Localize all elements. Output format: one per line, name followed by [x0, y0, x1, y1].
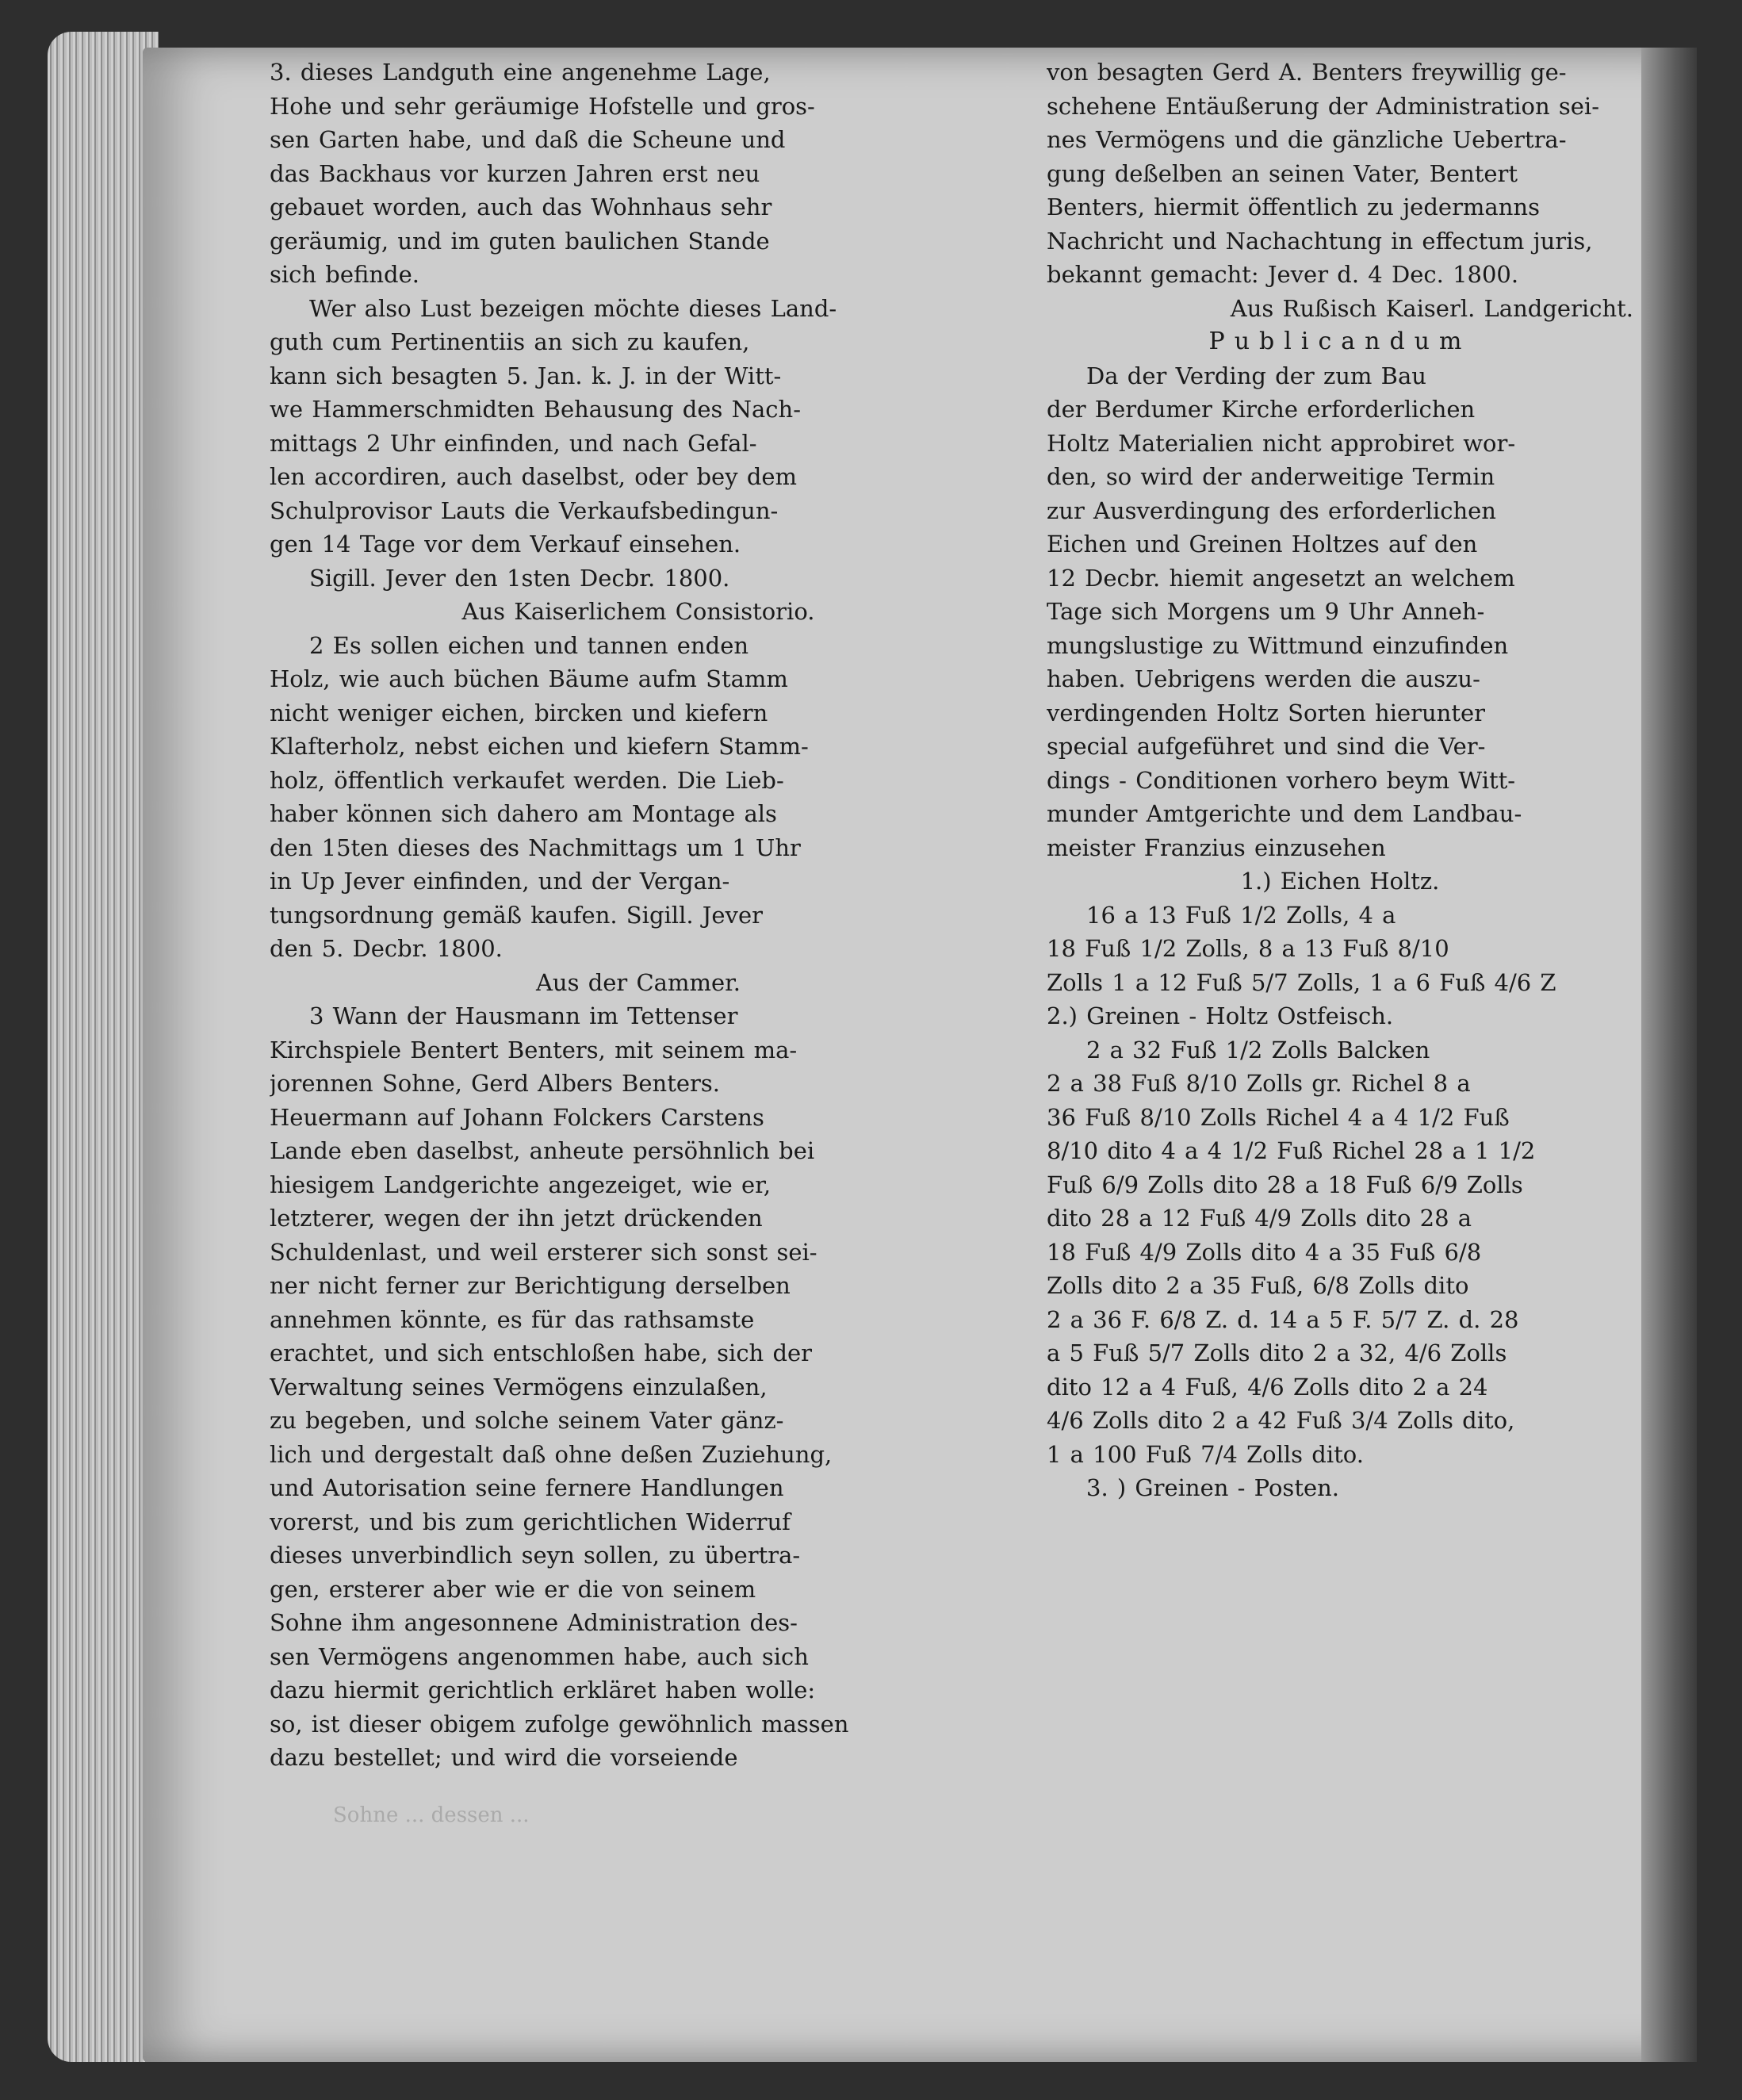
text-line: in Up Jever einfinden, und der Vergan- [270, 868, 730, 895]
left-column-text [270, 56, 1007, 1775]
text-line: nes Vermögens und die gänzliche Uebertra- [1047, 126, 1567, 153]
text-line: Holz, wie auch büchen Bäume aufm Stamm [270, 665, 788, 692]
right-column-text [1047, 56, 1633, 1505]
publicandum-heading: Publicandum [1208, 328, 1472, 355]
text-line: 2 a 32 Fuß 1/2 Zolls Balcken [1086, 1036, 1430, 1063]
right-text-column [1047, 56, 1633, 1505]
text-line: Heuermann auf Johann Folckers Carstens [270, 1103, 764, 1131]
section-heading: 2.) Greinen - Holtz Ostfeisch. [1047, 1002, 1394, 1029]
text-line: 36 Fuß 8/10 Zolls Richel 4 a 4 1/2 Fuß [1047, 1103, 1510, 1131]
text-line: haben. Uebrigens werden die auszu- [1047, 665, 1480, 692]
text-line: Eichen und Greinen Holtzes auf den [1047, 531, 1478, 558]
text-line: Zolls dito 2 a 35 Fuß, 6/8 Zolls dito [1047, 1272, 1469, 1299]
text-line: a 5 Fuß 5/7 Zolls dito 2 a 32, 4/6 Zolls [1047, 1339, 1507, 1366]
text-line: 4/6 Zolls dito 2 a 42 Fuß 3/4 Zolls dito, [1047, 1407, 1515, 1434]
text-line: Verwaltung seines Vermögens einzulaßen, [270, 1373, 768, 1401]
text-line: gen, ersterer aber wie er die von seinem [270, 1575, 756, 1603]
text-line: von besagten Gerd A. Benters freywillig ge- [1047, 59, 1567, 86]
text-line: geräumig, und im guten baulichen Stande [270, 227, 770, 255]
text-line: holz, öffentlich verkaufet werden. Die Lieb- [270, 766, 784, 794]
text-line: Fuß 6/9 Zolls dito 28 a 18 Fuß 6/9 Zolls [1047, 1171, 1523, 1198]
text-line: so, ist dieser obigem zufolge gewöhnlich massen [270, 1710, 849, 1738]
text-line: guth cum Pertinentiis an sich zu kaufen, [270, 328, 750, 355]
text-line: das Backhaus vor kurzen Jahren erst neu [270, 159, 760, 187]
text-line: der Berdumer Kirche erforderlichen [1047, 396, 1476, 423]
text-line: 18 Fuß 4/9 Zolls dito 4 a 35 Fuß 6/8 [1047, 1238, 1482, 1266]
text-line: Nachricht und Nachachtung in effectum juris, [1047, 227, 1593, 255]
section-heading: Aus Rußisch Kaiserl. Landgericht. [1230, 294, 1633, 322]
text-line: vorerst, und bis zum gerichtlichen Widerruf [270, 1508, 791, 1535]
text-line: Wer also Lust bezeigen möchte dieses Land- [309, 294, 837, 322]
text-line: 3 Wann der Hausmann im Tettenser [309, 1002, 738, 1029]
text-line: zu begeben, und solche seinem Vater gänz- [270, 1407, 784, 1434]
text-line: Schuldenlast, und weil ersterer sich sonst sei- [270, 1238, 817, 1266]
text-line: tungsordnung gemäß kaufen. Sigill. Jever [270, 901, 763, 929]
text-line: zur Ausverdingung des erforderlichen [1047, 496, 1496, 524]
section-heading: 3. ) Greinen - Posten. [1086, 1474, 1340, 1501]
text-line: nicht weniger eichen, bircken und kiefern [270, 699, 768, 726]
text-line: gung deßelben an seinen Vater, Bentert [1047, 159, 1518, 187]
text-line: sen Garten habe, und daß die Scheune und [270, 126, 786, 153]
text-line: Da der Verding der zum Bau [1086, 362, 1426, 389]
text-line: Benters, hiermit öffentlich zu jedermanns [1047, 194, 1540, 220]
text-line: dings - Conditionen vorhero beym Witt- [1047, 766, 1516, 794]
text-line: dito 12 a 4 Fuß, 4/6 Zolls dito 2 a 24 [1047, 1373, 1488, 1401]
text-line: den 5. Decbr. 1800. [270, 935, 503, 962]
text-line: haber können sich dahero am Montage als [270, 800, 777, 827]
text-line: dazu bestellet; und wird die vorseiende [270, 1744, 738, 1771]
text-line: Holtz Materialien nicht approbiret wor- [1047, 429, 1516, 457]
text-line: 18 Fuß 1/2 Zolls, 8 a 13 Fuß 8/10 [1047, 935, 1449, 962]
text-line: erachtet, und sich entschloßen habe, sich der [270, 1339, 813, 1366]
show-through-text: Sohne ... dessen ... [333, 1803, 530, 1827]
text-line: mungslustige zu Wittmund einzufinden [1047, 631, 1509, 659]
text-line: dieses unverbindlich seyn sollen, zu übertra- [270, 1542, 801, 1569]
text-line: 3. dieses Landguth eine angenehme Lage, [270, 59, 771, 86]
text-line: 16 a 13 Fuß 1/2 Zolls, 4 a [1086, 901, 1396, 929]
text-line: 2 Es sollen eichen und tannen enden [309, 631, 749, 659]
left-text-column [270, 56, 1007, 1775]
text-line: dito 28 a 12 Fuß 4/9 Zolls dito 28 a [1047, 1205, 1472, 1232]
text-line: gen 14 Tage vor dem Verkauf einsehen. [270, 531, 741, 558]
text-line: jorennen Sohne, Gerd Albers Benters. [270, 1070, 720, 1097]
text-line: Klafterholz, nebst eichen und kiefern Stamm- [270, 733, 809, 760]
text-line: dazu hiermit gerichtlich erkläret haben wolle: [270, 1677, 816, 1703]
text-line: hiesigem Landgerichte angezeiget, wie er, [270, 1171, 771, 1198]
text-line: meister Franzius einzusehen [1047, 833, 1386, 861]
text-line: schehene Entäußerung der Administration sei- [1047, 92, 1599, 120]
book-gutter [1641, 48, 1697, 2062]
text-line: ner nicht ferner zur Berichtigung derselben [270, 1272, 791, 1299]
text-line: lich und dergestalt daß ohne deßen Zuziehung, [270, 1440, 833, 1468]
text-line: Sigill. Jever den 1sten Decbr. 1800. [309, 564, 730, 592]
text-line: gebauet worden, auch das Wohnhaus sehr [270, 194, 772, 220]
section-heading: Aus Kaiserlichem Consistorio. [461, 598, 815, 625]
section-heading: Aus der Cammer. [535, 968, 741, 996]
text-line: den 15ten dieses des Nachmittags um 1 Uhr [270, 833, 801, 861]
text-line: Sohne ihm angesonnene Administration des- [270, 1609, 798, 1636]
text-line: special aufgeführet und sind die Ver- [1047, 733, 1486, 760]
text-line: we Hammerschmidten Behausung des Nach- [270, 396, 802, 423]
text-line: annehmen könnte, es für das rathsamste [270, 1305, 755, 1333]
text-line: len accordiren, auch daselbst, oder bey dem [270, 463, 798, 490]
text-line: 2 a 36 F. 6/8 Z. d. 14 a 5 F. 5/7 Z. d. 28 [1047, 1305, 1519, 1333]
text-line: munder Amtgerichte und dem Landbau- [1047, 800, 1522, 827]
text-line: und Autorisation seine fernere Handlungen [270, 1474, 784, 1501]
text-line: bekannt gemacht: Jever d. 4 Dec. 1800. [1047, 261, 1519, 288]
text-line: letzterer, wegen der ihn jetzt drückenden [270, 1205, 763, 1232]
text-line: 8/10 dito 4 a 4 1/2 Fuß Richel 28 a 1 1/2 [1047, 1137, 1536, 1164]
text-line: mittags 2 Uhr einfinden, und nach Gefal- [270, 429, 757, 457]
text-line: 2 a 38 Fuß 8/10 Zolls gr. Richel 8 a [1047, 1070, 1471, 1097]
text-line: Tage sich Morgens um 9 Uhr Anneh- [1047, 598, 1485, 625]
section-heading: 1.) Eichen Holtz. [1240, 868, 1440, 895]
text-line: den, so wird der anderweitige Termin [1047, 463, 1495, 490]
text-line: Lande eben daselbst, anheute persöhnlich bei [270, 1137, 815, 1164]
text-line: Hohe und sehr geräumige Hofstelle und gros- [270, 92, 815, 120]
text-line: verdingenden Holtz Sorten hierunter [1047, 699, 1486, 726]
text-line: 1 a 100 Fuß 7/4 Zolls dito. [1047, 1440, 1364, 1468]
page-stack-edge [48, 32, 159, 2062]
text-line: Kirchspiele Bentert Benters, mit seinem ma- [270, 1036, 798, 1063]
text-line: sen Vermögens angenommen habe, auch sich [270, 1642, 809, 1670]
text-line: 12 Decbr. hiemit angesetzt an welchem [1047, 564, 1515, 592]
text-line: Zolls 1 a 12 Fuß 5/7 Zolls, 1 a 6 Fuß 4/6 Z [1047, 968, 1556, 996]
text-line: sich befinde. [270, 261, 419, 288]
text-line: Schulprovisor Lauts die Verkaufsbedingun- [270, 496, 779, 524]
text-line: kann sich besagten 5. Jan. k. J. in der Witt- [270, 362, 782, 389]
